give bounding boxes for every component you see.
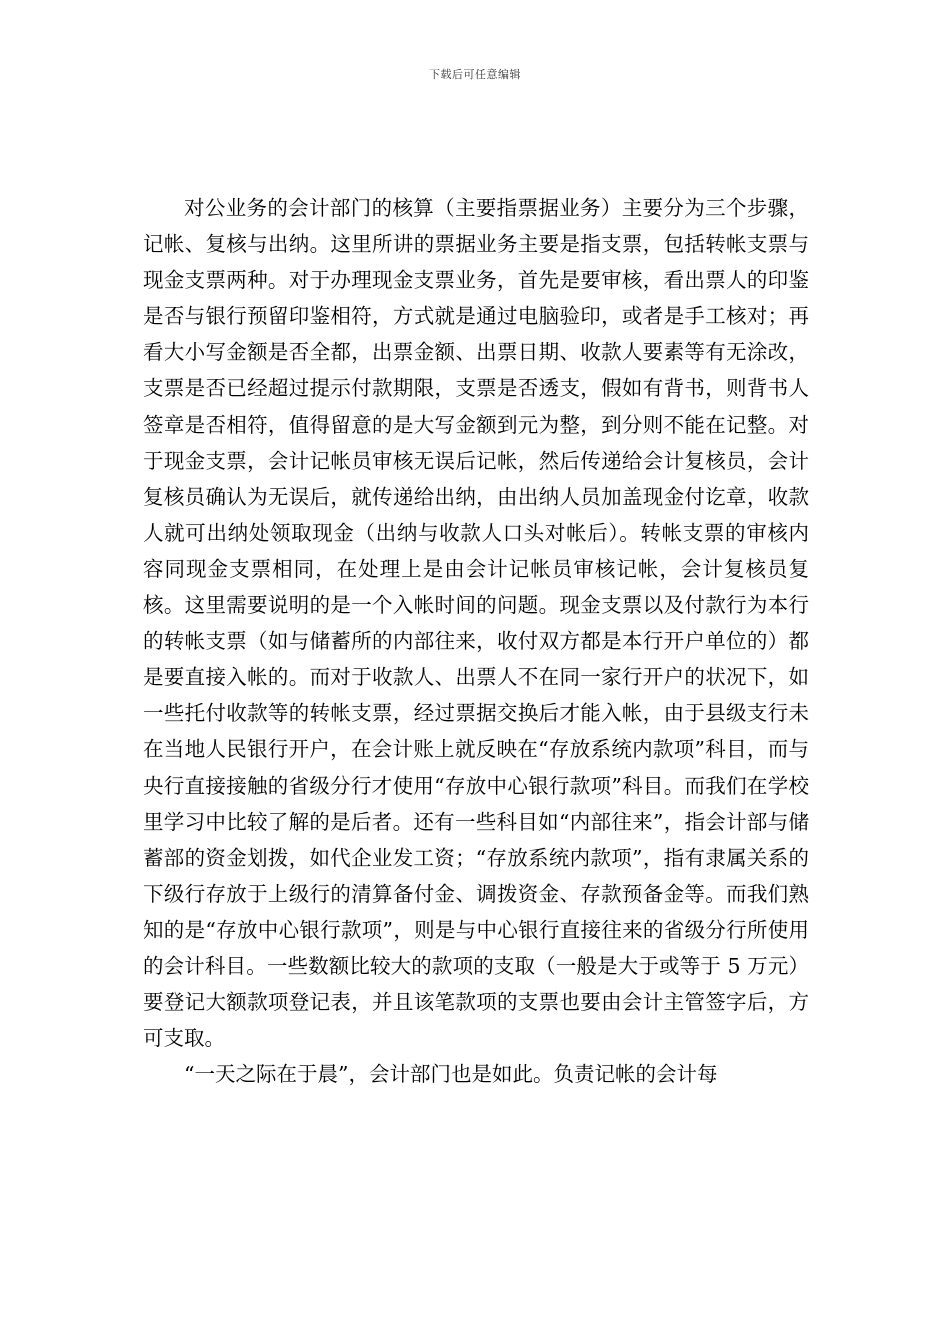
paragraph-2: “一天之际在于晨”，会计部门也是如此。负责记帐的会计每 [184,1062,718,1087]
paragraph-1: 对公业务的会计部门的核算（主要指票据业务）主要分为三个步骤，记帐、复核与出纳。这里所讲的票据业务主要是指支票，包括转帐支票与现金支票两种。对于办理现金支票业务，首先是要审核，看出票人的印鉴是否与银行预留印鉴相符，方式就是通过电脑验印，或者是手工核对；再看大小写金额是否全都，出票金额、出票日期、收款人要素等有无涂改，支票是否已经超过提示付款期限，支票是否透支，假如有背书，则背书人签章是否相符，值得留意的是大写金额到元为整，到分则不能在记整。对于现金支票，会计记帐员审核无误后记帐，然后传递给会计复核员，会计复核员确认为无误后，就传递给出纳，由出纳人员加盖现金付讫章，收款人就可出纳处领取现金（出纳与收款人口头对帐后）。转帐支票的审核内容同现金支票相同，在处理上是由会计记帐员审核记帐，会计复核员复核。这里需要说明的是一个入帐时间的问题。现金支票以及付款行为本行的转帐支票（如与储蓄所的内部往来，收付双方都是本行开户单位的）都是要直接入帐的。而对于收款人、出票人不在同一家行开户的状况下，如一些托付收款等的转帐支票，经过票据交换后才能入帐，由于县级支行未在当地人民银行开户，在会计账上就反映在“存放系统内款项”科目，而与央行直接接触的省级分行才使用“存放中心银行款项”科目。而我们在学校里学习中比较了解的是后者。还有一些科目如“内部往来”，指会计部与储蓄部的资金划拨，如代企业发工资；“存放系统内款项”，指有隶属关系的下级行存放于上级行的清算备付金、调拨资金、存款预备金等。而我们熟知的是“存放中心银行款项”，则是与中心银行直接往来的省级分行所使用的会计科目。一些数额比较大的款项的支取（一般是大于或等于 5 万元）要登记大额款项登记表，并且该笔款项的支票也要由会计主管签字后，方可支取。 [143,196,809,1051]
page-header: 下载后可任意编辑 [429,68,521,81]
document-body [143,190,809,1092]
